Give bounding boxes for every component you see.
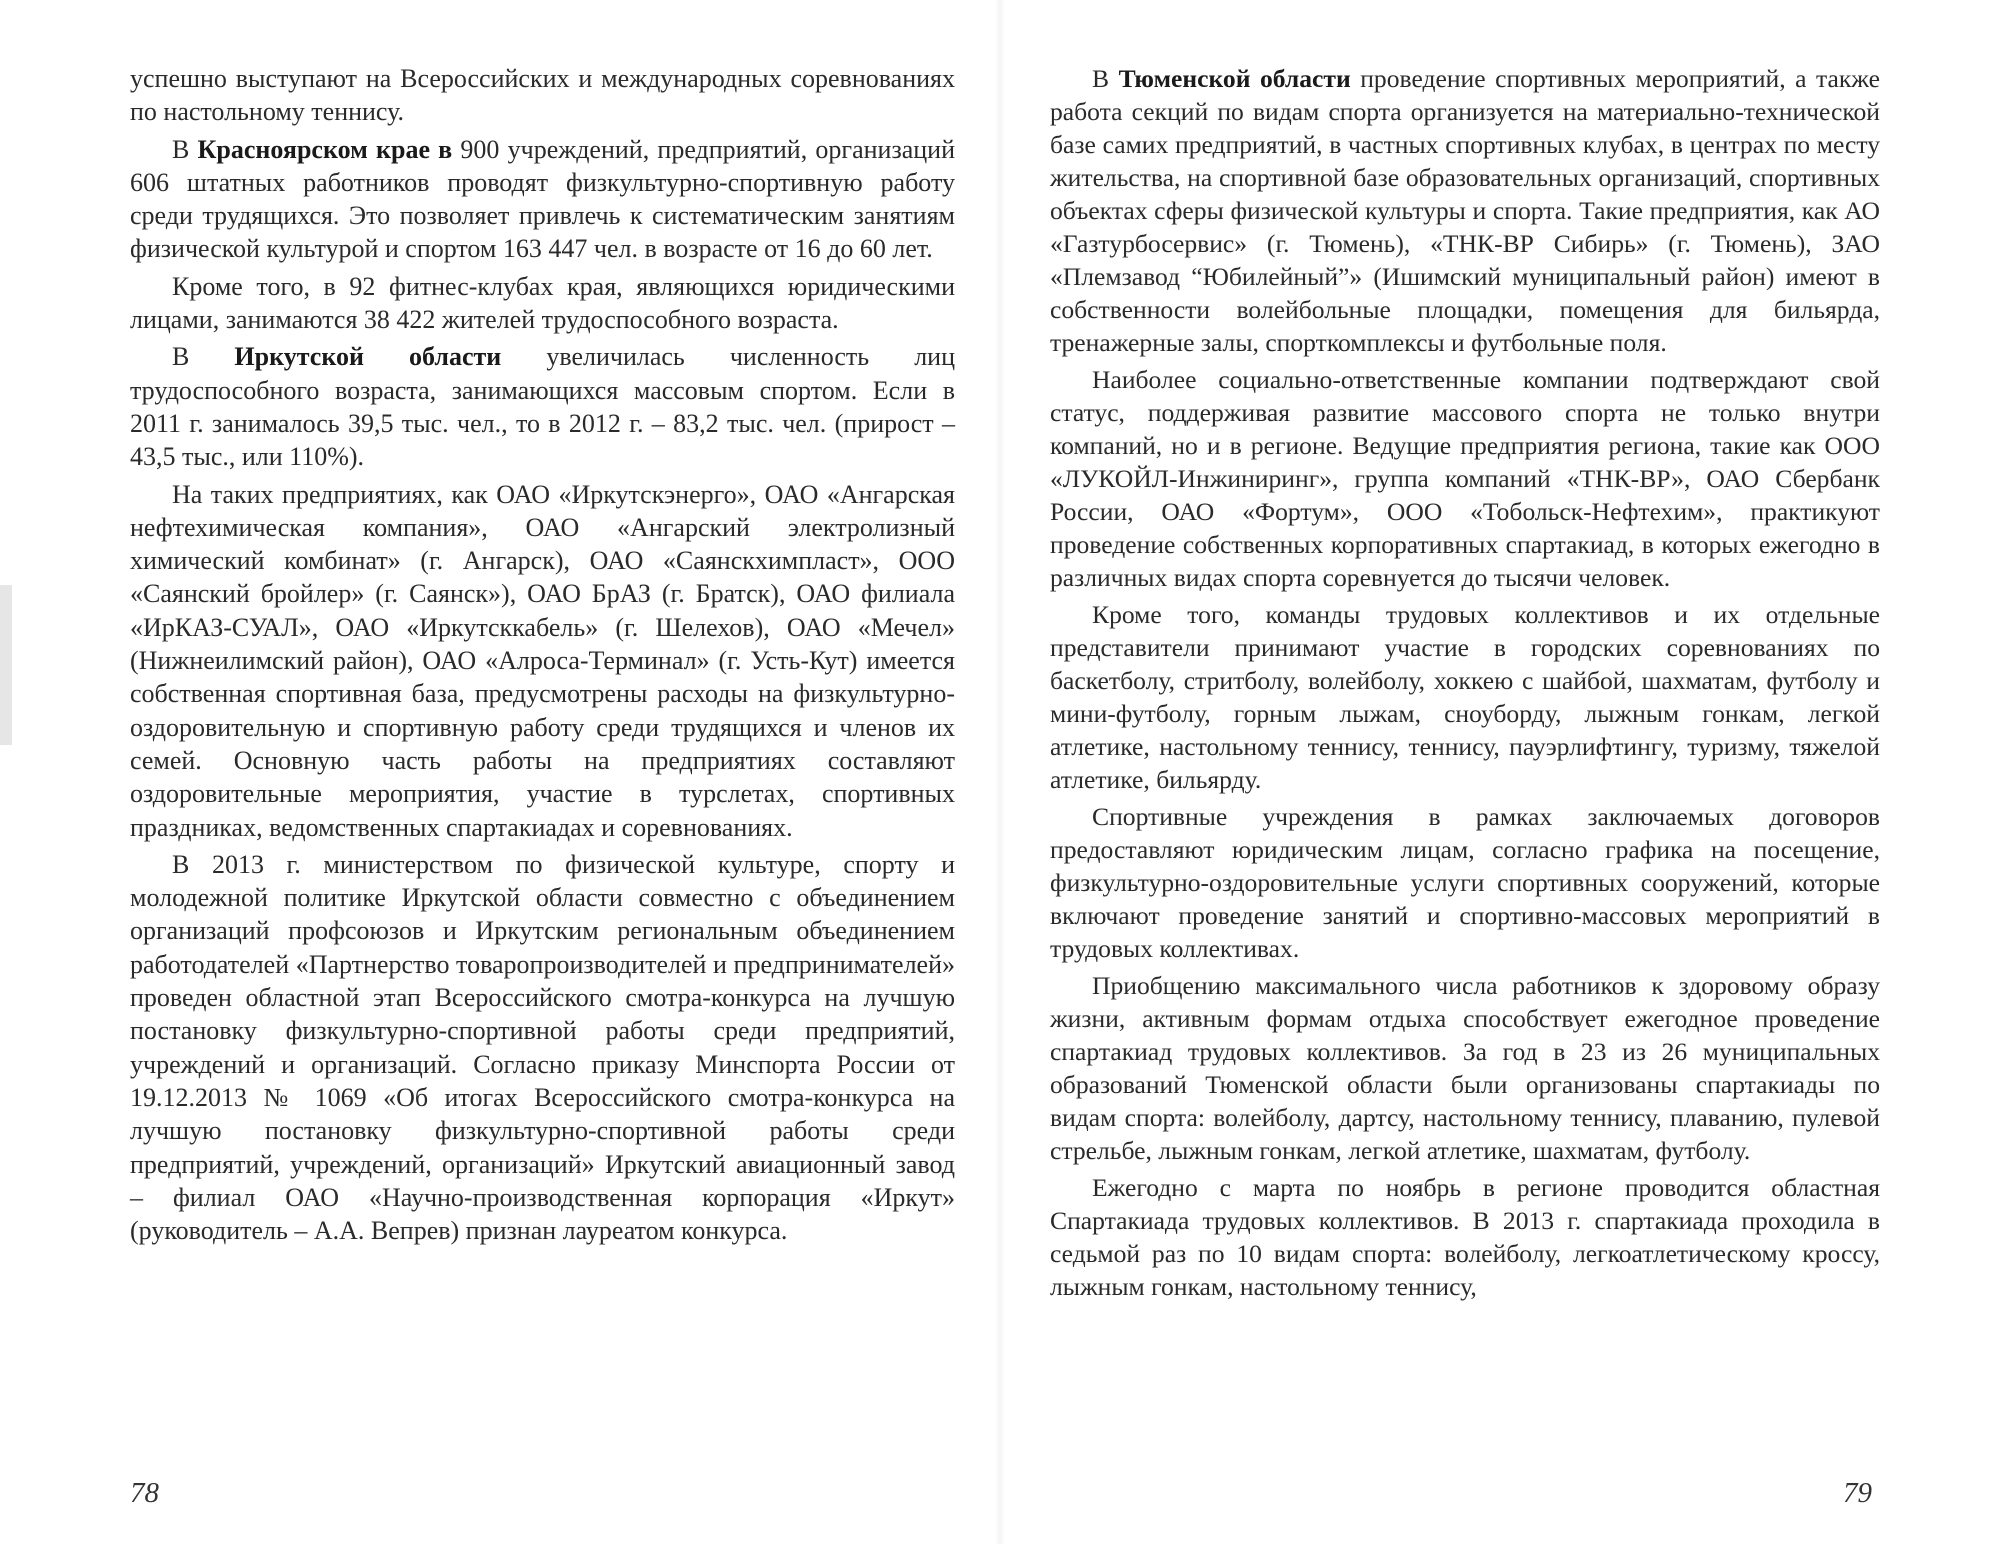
paragraph-krasnoyarsk <box>130 133 955 266</box>
page-number-left: 78 <box>130 1477 159 1509</box>
page-number-right: 79 <box>1843 1477 1872 1509</box>
paragraph: В 2013 г. министерством по физической культуре, спорту и молодежной политике Иркутской области совместно с объединением организаций профсоюзов и Иркутским региональным объединением работодателей «Партнерство товаропроизводителей и предпринимателей» проведен областной этап Всероссийского смотра-конкурса на лучшую постановку физкультурно-спортивной работы среди предприятий, учреждений и организаций. Согласно приказу Минспорта России от 19.12.2013 № 1069 «Об итогах Всероссийского смотра-конкурса на лучшую постановку физкультурно-спортивной работы среди предприятий, учреждений, организаций» Иркутский авиационный завод – филиал ОАО «Научно-производственная корпорация «Иркут» (руководитель – А.А. Вепрев) признан лауреатом конкурса. <box>130 849 955 1246</box>
paragraph: Наиболее социально-ответственные компании подтверждают свой статус, поддерживая развитие массового спорта не только внутри компаний, но и в регионе. Ведущие предприятия региона, такие как ООО «ЛУКОЙЛ-Инжиниринг», группа компаний «ТНК-ВР», ОАО Сбербанк России, ОАО «Фортум», ООО «Тобольск-Нефтехим», практикуют проведение собственных корпоративных спартакиад, в которых ежегодно в различных видах спорта соревнуется до тысячи человек. <box>1050 365 1880 592</box>
paragraph: успешно выступают на Всероссийских и международных соревнованиях по настольному теннису. <box>130 64 955 127</box>
paragraph-irkutsk <box>130 340 955 473</box>
paragraph: Ежегодно с марта по ноябрь в регионе проводится областная Спартакиада трудовых коллективов. В 2013 г. спартакиада проходила в седьмой раз по 10 видам спорта: волейболу, легкоатлетическому кроссу, лыжным гонкам, настольному теннису, <box>1050 1173 1880 1301</box>
paragraph: Спортивные учреждения в рамках заключаемых договоров предоставляют юридическим лицам, согласно графика на посещение, физкультурно-оздоровительные услуги спортивных сооружений, которые включают проведение занятий и спортивно-массовых мероприятий в трудовых коллективах. <box>1050 802 1880 963</box>
paragraph-body: проведение спортивных мероприятий, а также работа секций по видам спорта организуется на материально-технической базе самих предприятий, в частных спортивных клубах, в центрах по месту жительства, на спортивной базе образовательных организаций, спортивных объектах сферы физической культуры и спорта. Такие предприятия, как АО «Газтурбосервис» (г. Тюмень), «ТНК-ВР Сибирь» (г. Тюмень), ЗАО «Племзавод “Юбилейный”» (Ишимский муниципальный район) имеют в собственности волейбольные площадки, помещения для бильярда, тренажерные залы, спорткомплексы и футбольные поля. <box>1050 64 1880 357</box>
paragraph-lead: В <box>172 134 198 164</box>
paragraph-lead: В <box>1092 64 1119 93</box>
paragraph-lead: В <box>172 342 235 372</box>
paragraph: Кроме того, в 92 фитнес-клубах края, являющихся юридическими лицами, занимаются 38 422 жителей трудоспособного возраста. <box>130 271 955 335</box>
region-heading-irkutsk: Иркутской области <box>234 342 502 372</box>
paragraph-body: 900 учреждений, предприятий, организаций 606 штатных работников проводят физкультурно-спортивную работу среди трудящихся. Это позволяет привлечь к систематическим занятиям физической культурой и спортом 163 447 чел. в возрасте от 16 до 60 лет. <box>130 134 955 264</box>
left-page <box>130 62 955 1247</box>
book-spine <box>995 0 1005 1544</box>
paragraph-tyumen <box>1050 62 1880 359</box>
region-heading-tyumen: Тюменской области <box>1118 64 1351 93</box>
paragraph: Кроме того, команды трудовых коллективов и их отдельные представители принимают участие в городских соревнованиях по баскетболу, стритболу, волейболу, хоккею с шайбой, шахматам, футболу и мини-футболу, горным лыжам, сноуборду, лыжным гонкам, легкой атлетике, настольному теннису, теннису, пауэрлифтингу, туризму, тяжелой атлетике, бильярду. <box>1050 600 1880 794</box>
paragraph-body: увеличилась численность лиц трудоспособного возраста, занимающихся массовым спортом. Если в 2011 г. занималось 39,5 тыс. чел., то в 2012 г. – 83,2 тыс. чел. (прирост – 43,5 тыс., или 110%). <box>130 342 956 472</box>
right-page <box>1050 62 1880 1303</box>
paragraph: На таких предприятиях, как ОАО «Иркутскэнерго», ОАО «Ангарская нефтехимическая компания», ОАО «Ангарский электролизный химический комбинат» (г. Ангарск), ОАО «Саянскхимпласт», ООО «Саянский бройлер» (г. Саянск»), ОАО БрАЗ (г. Братск), ОАО филиала «ИрКАЗ-СУАЛ», ОАО «Иркутсккабель» (г. Шелехов), ОАО «Мечел» (Нижнеилимский район), ОАО «Алроса-Терминал» (г. Усть-Кут) имеется собственная спортивная база, предусмотрены расходы на физкультурно-оздоровительную и спортивную работу среди трудящихся и членов их семей. Основную часть работы на предприятиях составляют оздоровительные мероприятия, участие в турслетах, спортивных праздниках, ведомственных спартакиадах и соревнованиях. <box>130 479 955 842</box>
page-edge-shadow <box>0 585 12 745</box>
paragraph: Приобщению максимального числа работников к здоровому образу жизни, активным формам отдыха способствует ежегодное проведение спартакиад трудовых коллективов. За год в 23 из 26 муниципальных образований Тюменской области были организованы спартакиады по видам спорта: волейболу, дартсу, настольному теннису, плаванию, пулевой стрельбе, лыжным гонкам, легкой атлетике, шахматам, футболу. <box>1050 971 1880 1165</box>
region-heading-krasnoyarsk: Красноярском крае в <box>197 134 453 164</box>
